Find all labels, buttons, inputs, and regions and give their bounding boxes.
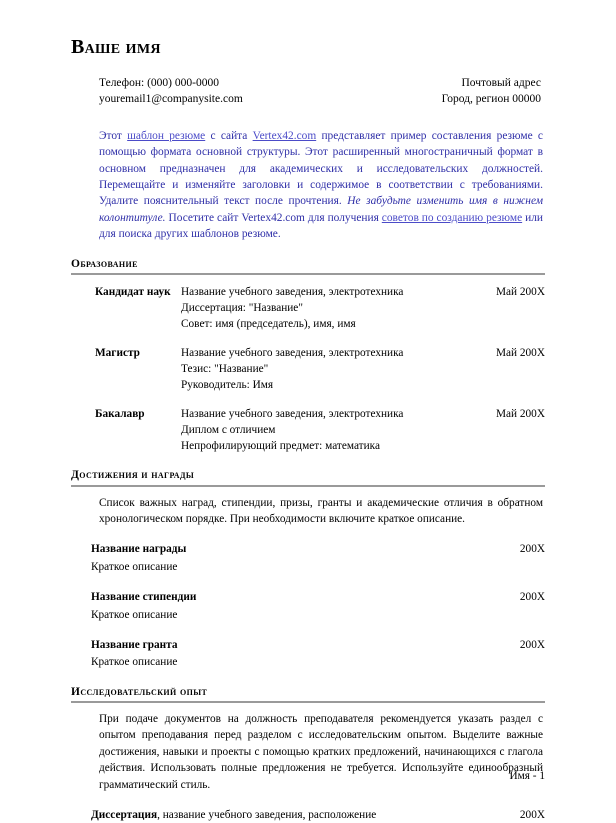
education-date: Май 200X xyxy=(495,347,545,360)
education-detail-line: Диссертация: "Название" xyxy=(181,302,303,315)
intro-text-part-4: Посетите сайт Vertex42.com для получения xyxy=(165,211,382,224)
education-details xyxy=(181,345,475,393)
education-date: Май 200X xyxy=(495,285,545,298)
education-entry xyxy=(71,406,545,454)
award-title: Название гранта xyxy=(91,638,178,651)
award-description: Краткое описание xyxy=(91,656,178,669)
intro-text-part-3: представляет пример составления резюме с помощью формата основной структуры. Этот расширенный многостраничный формат в основном предназначен для академических и исследовательских должностей. Перемещайте и изменяйте заголовки и содержимое в соответствии с требованиями. Удалите пояснительный текст после прочтения. xyxy=(99,129,543,208)
phone-line: Телефон: (000) 000-0000 xyxy=(99,77,219,89)
award-entry xyxy=(91,589,545,623)
award-year: 200X xyxy=(519,591,545,604)
intro-text-part-5: или для поиска других шаблонов резюме. xyxy=(99,211,543,241)
education-detail-line: Руководитель: Имя xyxy=(181,379,274,392)
research-title: Диссертация xyxy=(91,808,158,821)
research-subtitle: , название учебного заведения, расположение xyxy=(157,808,377,821)
email-line[interactable]: youremail1@companysite.com xyxy=(99,93,243,106)
education-detail-line: Название учебного заведения, электротехника xyxy=(181,347,404,360)
contact-block xyxy=(71,75,545,108)
research-instructions-paragraph: При подаче документов на должность преподавателя рекомендуется указать раздел с опытом преподавания перед разделом с исследовательским опытом. Выделите важные достижения, навыки и проекты с помощью кратких предложений, начинающихся с глагола действия. Использовать полные предложения не требуется. Используйте единообразный грамматический стиль. xyxy=(99,713,543,791)
section-divider-research xyxy=(71,701,545,703)
contact-left-column xyxy=(99,75,243,108)
vertex42-link[interactable]: Vertex42.com xyxy=(252,129,317,142)
resume-tips-link[interactable]: советов по созданию резюме xyxy=(381,211,523,224)
research-entry-text xyxy=(91,807,376,823)
address-line: Почтовый адрес xyxy=(461,77,541,89)
education-details xyxy=(181,406,475,454)
award-entry xyxy=(91,541,545,575)
education-degree: Кандидат наук xyxy=(95,285,171,298)
template-instructions-paragraph xyxy=(99,128,545,243)
awards-instructions-paragraph: Список важных наград, стипендии, призы, гранты и академические отличия в обратном хронологическом порядке. При необходимости включите краткое описание. xyxy=(99,496,543,526)
education-detail-line: Диплом с отличием xyxy=(181,424,276,437)
award-description: Краткое описание xyxy=(91,608,178,621)
education-detail-line: Непрофилирующий предмет: математика xyxy=(181,440,380,453)
resume-template-link[interactable]: шаблон резюме xyxy=(127,129,206,142)
education-details xyxy=(181,284,475,332)
page-title: Ваше имя xyxy=(71,36,161,58)
city-region-line: Город, регион 00000 xyxy=(441,93,541,106)
section-divider-awards xyxy=(71,485,545,487)
education-entry xyxy=(71,284,545,332)
intro-text-part-1: Этот xyxy=(99,129,128,142)
research-year: 200X xyxy=(519,808,545,821)
award-title: Название награды xyxy=(91,543,187,556)
page-footer: Имя - 1 xyxy=(509,770,545,783)
education-entry xyxy=(71,345,545,393)
intro-italic-note: Не забудьте изменить имя в нижнем колонтитуле. xyxy=(99,195,543,224)
education-degree: Бакалавр xyxy=(95,408,145,421)
section-heading-research: Исследовательский опыт xyxy=(71,685,208,698)
award-header-row xyxy=(91,541,545,557)
research-list xyxy=(71,807,545,823)
education-degree: Магистр xyxy=(95,347,140,360)
section-divider-education xyxy=(71,273,545,275)
section-heading-awards: Достижения и награды xyxy=(71,469,195,482)
section-heading-education: Образование xyxy=(71,257,138,270)
award-description: Краткое описание xyxy=(91,560,178,573)
research-entry xyxy=(91,807,545,823)
education-date: Май 200X xyxy=(495,408,545,421)
award-title: Название стипендии xyxy=(91,591,197,604)
education-detail-line: Совет: имя (председатель), имя, имя xyxy=(181,318,356,331)
award-header-row xyxy=(91,637,545,653)
intro-text-part-2: с сайта xyxy=(205,129,253,142)
education-list xyxy=(71,284,545,454)
award-entry xyxy=(91,637,545,671)
award-header-row xyxy=(91,589,545,605)
award-year: 200X xyxy=(519,638,545,651)
education-detail-line: Название учебного заведения, электротехника xyxy=(181,408,404,421)
education-detail-line: Название учебного заведения, электротехника xyxy=(181,285,404,298)
education-detail-line: Тезис: "Название" xyxy=(181,363,269,376)
awards-list xyxy=(71,541,545,670)
contact-right-column xyxy=(442,75,541,108)
award-year: 200X xyxy=(519,543,545,556)
